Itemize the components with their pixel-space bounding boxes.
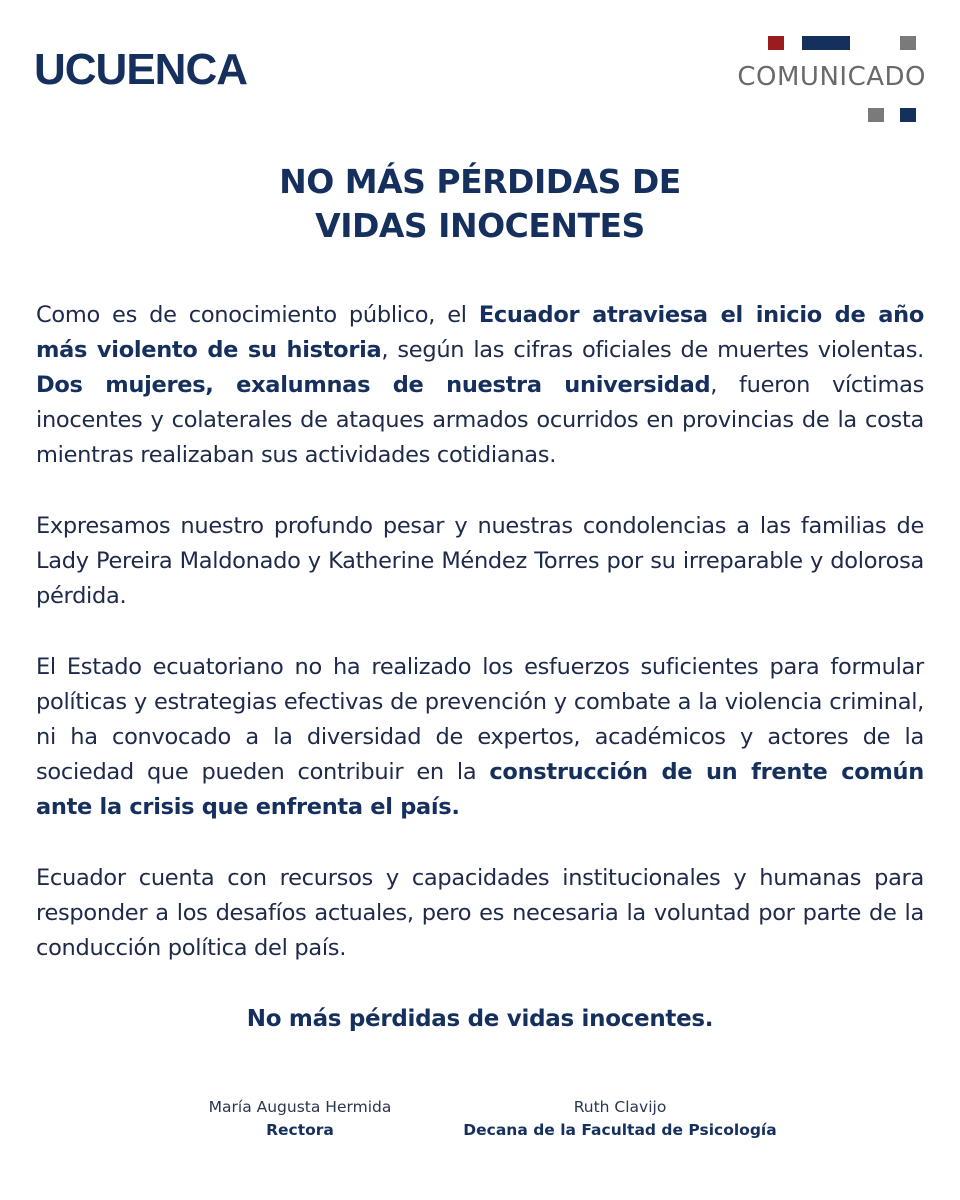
signatory-role: Decana de la Facultad de Psicología (463, 1121, 777, 1139)
emphasis: Ecuador atraviesa el inicio de año más violento de su historia (36, 302, 924, 363)
text: Expresamos nuestro profundo pesar y nuestras condolencias a las familias de Lady Pereira Maldonado y Katherine Méndez Torres por su irreparable y dolorosa pérdida. (36, 513, 924, 609)
text: Ecuador cuenta con recursos y capacidades institucionales y humanas para responder a los desafíos actuales, pero es necesaria la voluntad por parte de la conducción política del país. (36, 865, 924, 961)
ucuenca-logo: UCUENCA (34, 45, 247, 94)
paragraph-1 (36, 298, 924, 473)
emphasis: construcción de un frente común ante la crisis que enfrenta el país. (36, 759, 924, 820)
text: Como es de conocimiento público, el (36, 302, 479, 328)
closing-statement: No más pérdidas de vidas inocentes. (246, 1006, 714, 1032)
comunicado-badge (726, 36, 926, 126)
statement-body (36, 298, 924, 1002)
text: , fueron víctimas inocentes y colaterales de ataques armados ocurridos en provincias de la costa mientras realizaban sus actividades cotidianas. (36, 372, 924, 468)
title-line-2: VIDAS INOCENTES (315, 206, 645, 245)
page-title (0, 160, 960, 248)
red-square-icon (768, 36, 784, 50)
signature-rectora (190, 1096, 410, 1142)
gray-square-icon (868, 108, 884, 122)
navy-bar-icon (802, 36, 850, 50)
title-line-1: NO MÁS PÉRDIDAS DE (279, 162, 681, 201)
signatory-name: María Augusta Hermida (208, 1098, 392, 1116)
paragraph-2 (36, 509, 924, 614)
navy-square-icon (900, 108, 916, 122)
text: El Estado ecuatoriano no ha realizado los esfuerzos suficientes para formular políticas y estrategias efectivas de prevención y combate a la violencia criminal, ni ha convocado a la diversidad de expertos, académicos y actores de la sociedad que pueden contribuir en la (36, 654, 924, 785)
signatory-name: Ruth Clavijo (573, 1098, 667, 1116)
paragraph-3 (36, 650, 924, 825)
text: , según las cifras oficiales de muertes violentas. (381, 337, 924, 363)
badge-label: COMUNICADO (737, 62, 926, 92)
paragraph-4 (36, 861, 924, 966)
gray-square-icon (900, 36, 916, 50)
signature-decana (440, 1096, 800, 1142)
signatory-role: Rectora (266, 1121, 334, 1139)
emphasis: Dos mujeres, exalumnas de nuestra universidad (36, 372, 711, 398)
